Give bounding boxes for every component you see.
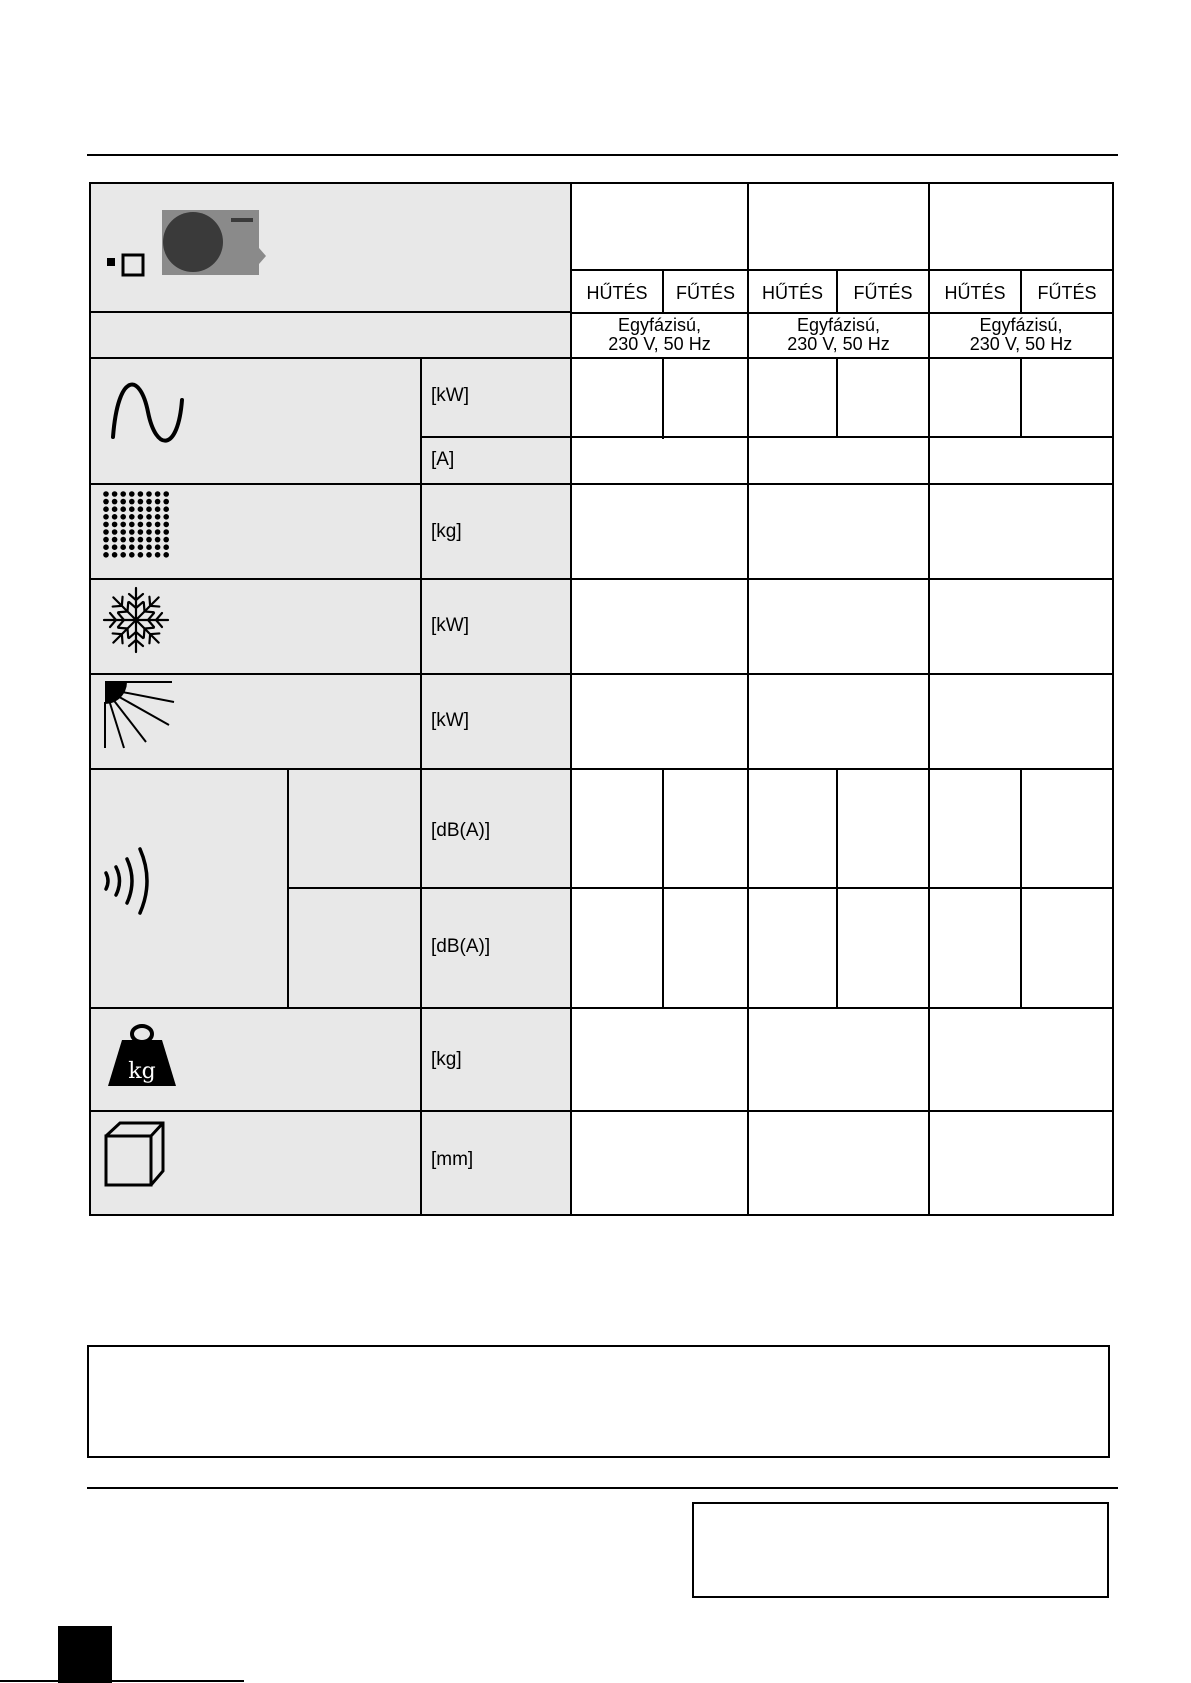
cube-icon bbox=[104, 1120, 174, 1190]
footer-box bbox=[692, 1502, 1109, 1598]
model-3-power-supply-line2: 230 V, 50 Hz bbox=[969, 334, 1073, 354]
model-1-power-supply-line1: Egyfázisú, bbox=[617, 315, 702, 335]
snowflake-icon bbox=[101, 585, 171, 655]
unit-refrigerant: [kg] bbox=[431, 521, 462, 542]
unit-heating-capacity: [kW] bbox=[431, 710, 469, 731]
model-2-power-supply-line1: Egyfázisú, bbox=[796, 315, 881, 335]
unit-cooling-capacity: [kW] bbox=[431, 615, 469, 636]
model-2-power-supply-line2: 230 V, 50 Hz bbox=[787, 334, 890, 354]
outdoor-unit-icon bbox=[105, 210, 275, 280]
model-1-heating-label: FŰTÉS bbox=[675, 283, 735, 303]
svg-text:kg: kg bbox=[128, 1059, 156, 1084]
unit-noise-2: [dB(A)] bbox=[431, 936, 491, 957]
footer-baseline bbox=[0, 1680, 244, 1682]
model-2-heating-label: FŰTÉS bbox=[853, 283, 913, 303]
page-tab-marker bbox=[58, 1626, 112, 1683]
model-3-heating-label: FŰTÉS bbox=[1037, 283, 1097, 303]
model-3-power-supply-line1: Egyfázisú, bbox=[979, 315, 1063, 335]
unit-power: [kW] bbox=[431, 385, 469, 406]
sun-rays-icon bbox=[104, 680, 184, 750]
note-box bbox=[87, 1345, 1110, 1458]
unit-noise-1: [dB(A)] bbox=[431, 820, 491, 841]
unit-current: [A] bbox=[431, 449, 455, 470]
model-2-cooling-label: HŰTÉS bbox=[761, 283, 823, 303]
sound-waves-icon bbox=[102, 845, 172, 925]
model-3-cooling-label: HŰTÉS bbox=[944, 283, 1006, 303]
unit-weight: [kg] bbox=[431, 1049, 462, 1070]
model-1-power-supply-line2: 230 V, 50 Hz bbox=[608, 334, 711, 354]
sine-wave-icon bbox=[110, 382, 190, 462]
bottom-rule bbox=[87, 1487, 1118, 1489]
unit-dimensions: [mm] bbox=[431, 1149, 474, 1170]
dot-grid-icon bbox=[103, 491, 173, 561]
weight-kg-icon bbox=[104, 1024, 180, 1090]
model-1-cooling-label: HŰTÉS bbox=[586, 283, 648, 303]
